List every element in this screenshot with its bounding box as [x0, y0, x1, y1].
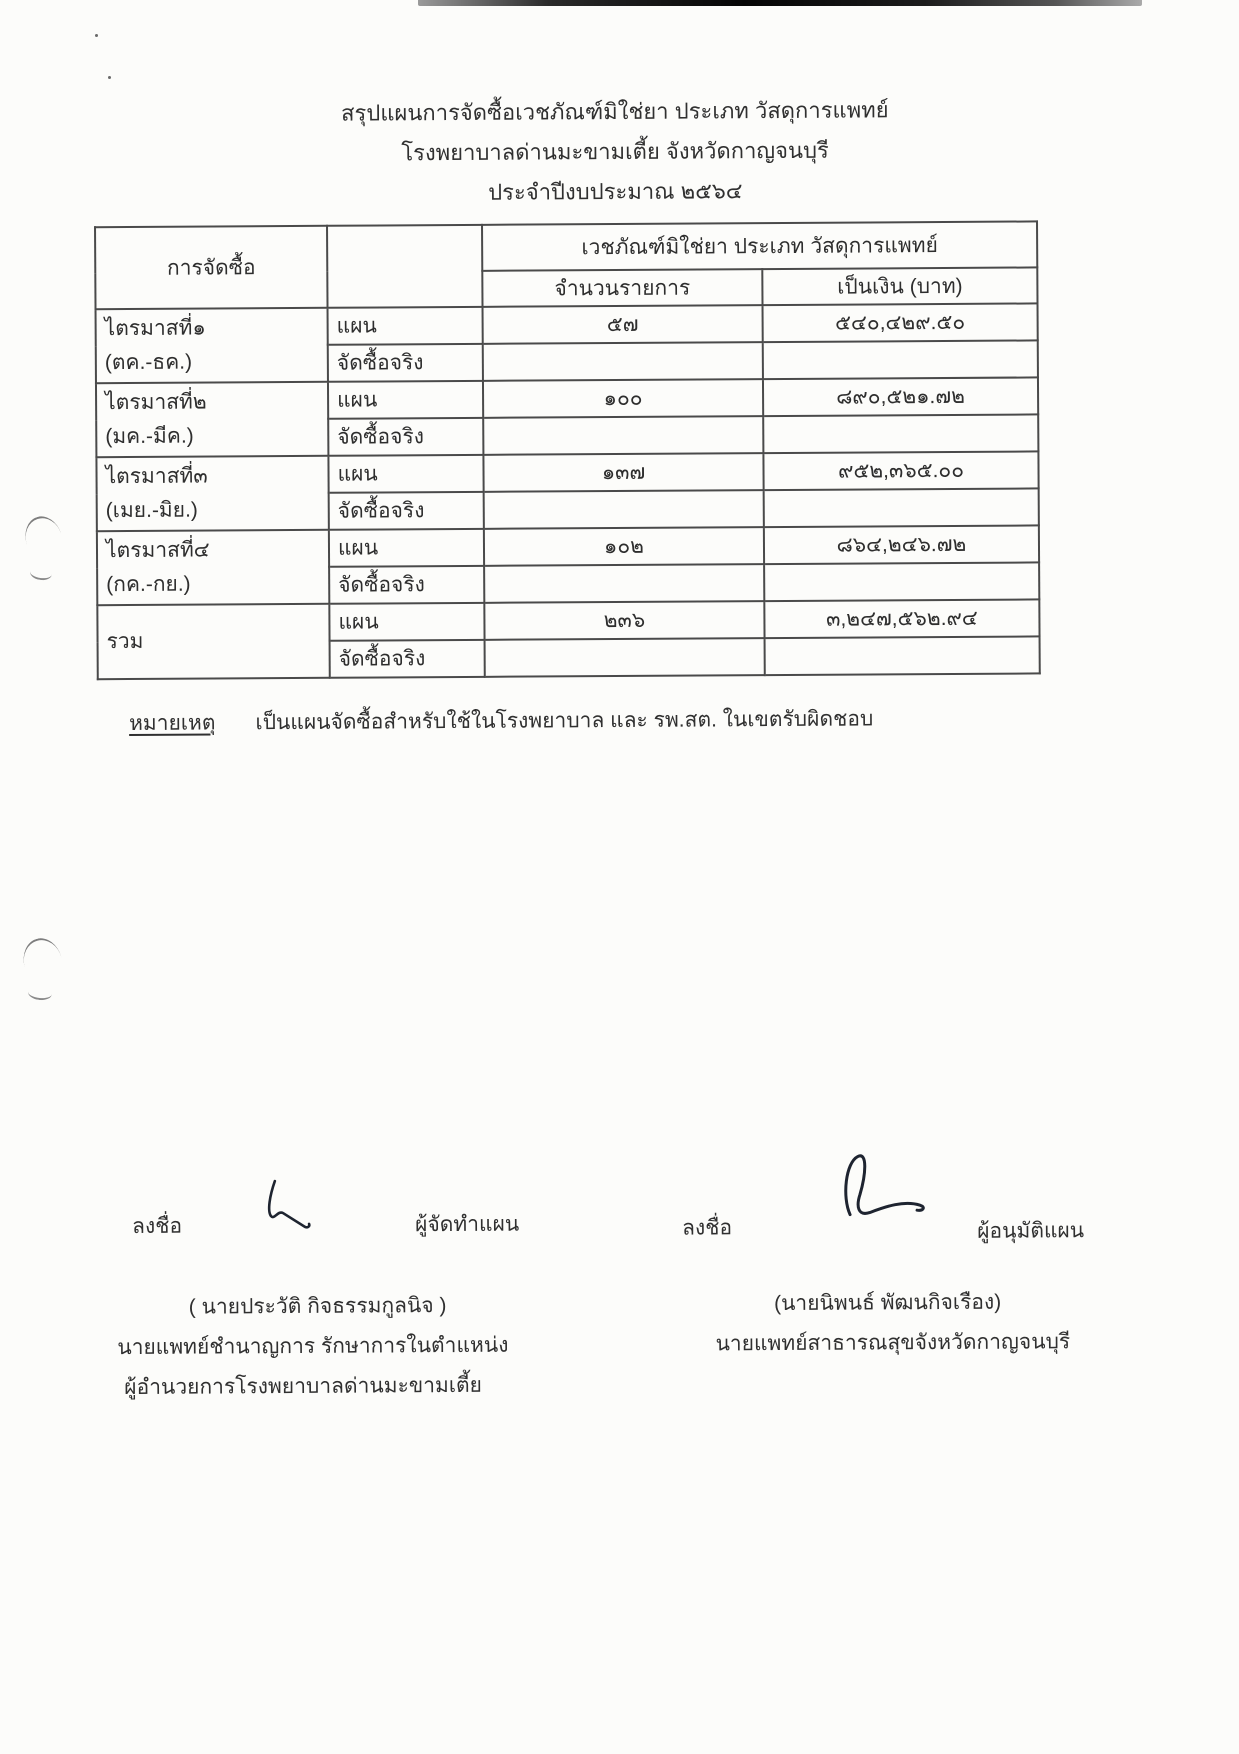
signer-title-left-1: นายแพทย์ชำนาญการ รักษาการในตำแหน่ง	[117, 1333, 509, 1360]
row-type-plan: แผน	[329, 529, 484, 567]
actual-items-total	[485, 638, 765, 677]
period-label: รวม	[106, 629, 144, 654]
row-type-actual: จัดซื้อจริง	[329, 566, 484, 604]
note-label: หมายเหตุ	[128, 711, 216, 735]
signer-title-right-1: นายแพทย์สาธารณสุขจังหวัดกาญจนบุรี	[715, 1330, 1071, 1356]
period-cell-q2	[96, 382, 328, 457]
plan-amount-q2: ๘๙๐,๕๒๑.๗๒	[763, 377, 1038, 416]
header-amount: เป็นเงิน (บาท)	[762, 267, 1037, 305]
sign-prefix-right: ลงชื่อ	[682, 1216, 733, 1240]
row-type-actual: จัดซื้อจริง	[328, 418, 483, 456]
period-label: ไตรมาสที่๓	[105, 464, 208, 489]
plan-amount-total: ๓,๒๔๗,๕๖๒.๙๔	[764, 599, 1039, 638]
row-type-actual: จัดซื้อจริง	[330, 640, 485, 678]
period-label: ไตรมาสที่๒	[105, 390, 207, 415]
sign-role-left: ผู้จัดทำแผน	[415, 1212, 520, 1237]
period-label: ไตรมาสที่๑	[104, 316, 206, 341]
row-type-plan: แผน	[328, 455, 483, 493]
period-range: (มค.-มีค.)	[105, 424, 194, 449]
actual-amount-q2	[763, 414, 1038, 453]
header-procurement: การจัดซื้อ	[95, 226, 327, 309]
signer-name-right: (นายนิพนธ์ พัฒนกิจเรือง)	[773, 1290, 1002, 1316]
title-line-3: ประจำปีงบประมาณ ๒๕๖๔	[488, 178, 743, 205]
actual-items-q3	[484, 490, 764, 529]
actual-items-q2	[483, 416, 763, 455]
plan-items-q3: ๑๓๗	[483, 453, 763, 492]
row-type-plan: แผน	[328, 307, 483, 345]
document-title	[0, 88, 1235, 216]
title-line-2: โรงพยาบาลด่านมะขามเตี้ย จังหวัดกาญจนบุรี	[401, 137, 829, 166]
signature-left	[247, 1177, 357, 1238]
signature-right	[820, 1148, 950, 1229]
plan-amount-q3: ๙๕๒,๓๖๕.๐๐	[763, 451, 1038, 490]
period-label: ไตรมาสที่๔	[105, 538, 210, 563]
procurement-summary-table	[94, 220, 1041, 680]
period-range: (กค.-กย.)	[106, 572, 191, 597]
title-line-1: สรุปแผนการจัดซื้อเวชภัณฑ์มิใช่ยา ประเภท วัสดุการแพทย์	[340, 97, 889, 126]
actual-items-q4	[484, 564, 764, 603]
plan-items-total: ๒๓๖	[484, 601, 764, 640]
plan-items-q1: ๕๗	[483, 305, 763, 344]
header-item-count: จำนวนรายการ	[482, 269, 762, 307]
plan-amount-q1: ๕๔๐,๔๒๙.๕๐	[763, 303, 1038, 342]
note-text: เป็นแผนจัดซื้อสำหรับใช้ในโรงพยาบาล และ รพ.สต. ในเขตรับผิดชอบ	[255, 707, 874, 735]
period-cell-q1	[96, 308, 328, 383]
period-cell-q3	[96, 456, 328, 531]
note	[129, 702, 873, 740]
sign-prefix-left: ลงชื่อ	[132, 1214, 183, 1238]
actual-amount-q1	[763, 340, 1038, 379]
actual-amount-q4	[764, 562, 1039, 601]
row-type-plan: แผน	[328, 381, 483, 419]
plan-amount-q4: ๘๖๔,๒๔๖.๗๒	[764, 525, 1039, 564]
plan-items-q2: ๑๐๐	[483, 379, 763, 418]
period-range: (เมย.-มิย.)	[105, 498, 198, 523]
row-type-plan: แผน	[329, 603, 484, 641]
period-cell-q4	[97, 530, 329, 605]
header-group: เวชภัณฑ์มิใช่ยา ประเภท วัสดุการแพทย์	[482, 221, 1037, 270]
period-range: (ตค.-ธค.)	[104, 350, 193, 375]
actual-amount-total	[765, 636, 1040, 675]
signer-name-left: ( นายประวัติ กิจธรรมกูลนิจ )	[188, 1294, 447, 1319]
period-cell-total	[97, 604, 329, 679]
row-type-actual: จัดซื้อจริง	[329, 492, 484, 530]
row-type-actual: จัดซื้อจริง	[328, 344, 483, 382]
actual-amount-q3	[764, 488, 1039, 527]
header-blank-cell	[327, 225, 482, 308]
actual-items-q1	[483, 342, 763, 381]
plan-items-q4: ๑๐๒	[484, 527, 764, 566]
signer-title-left-2: ผู้อำนวยการโรงพยาบาลด่านมะขามเตี้ย	[124, 1373, 483, 1400]
sign-role-right: ผู้อนุมัติแผน	[977, 1219, 1085, 1243]
